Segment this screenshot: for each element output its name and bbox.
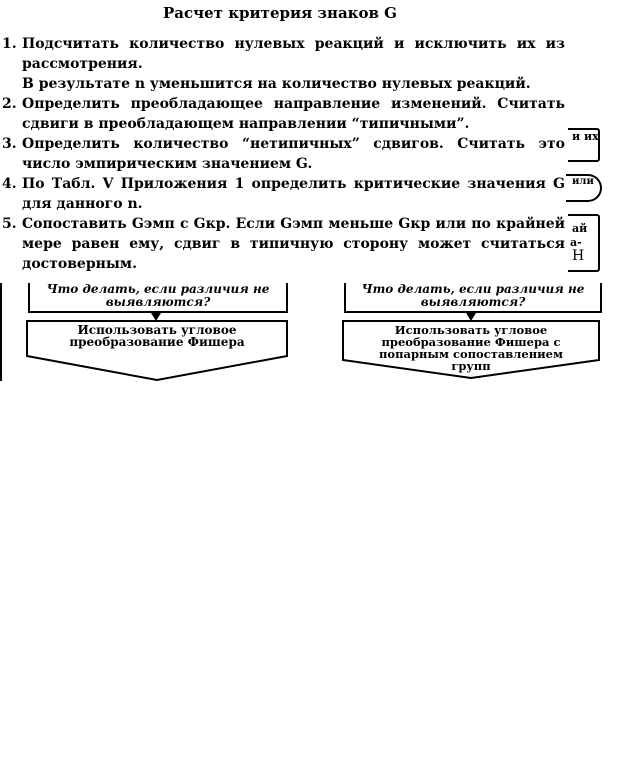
right-action-box (342, 320, 600, 380)
right-question-text: Что делать, если различия не выявляются? (361, 282, 585, 309)
step-3 (0, 134, 565, 174)
step-1 (0, 34, 565, 94)
step-5 (0, 214, 565, 274)
left-action-text: Использовать угловое преобразование Фишера (69, 323, 245, 349)
step-number: 1. (2, 36, 17, 52)
left-question-box (28, 283, 288, 313)
left-question-text: Что делать, если различия не выявляются? (46, 282, 270, 309)
left-action-box (26, 320, 288, 382)
step-number: 5. (2, 216, 17, 232)
step-number: 2. (2, 96, 17, 112)
step-4 (0, 174, 565, 214)
step-text: Подсчитать количество нулевых реакций и исключить их из рассмотрения. (22, 36, 565, 72)
step-number: 4. (2, 176, 17, 192)
step-text: Определить количество “нетипичных” сдвигов. Считать это число эмпирическим значением G. (22, 136, 565, 172)
edge-fragment: ай (572, 222, 588, 235)
left-edge-line (0, 283, 2, 381)
step-number: 3. (2, 136, 17, 152)
right-question-box (344, 283, 602, 313)
edge-fragment: а- (570, 236, 582, 249)
page-title: Расчет критерия знаков G (163, 4, 397, 22)
steps-list (0, 34, 565, 274)
step-continuation: В результате n уменьшится на количество нулевых реакций. (22, 76, 531, 92)
step-text: По Табл. V Приложения 1 определить критические значения G для данного n. (22, 176, 565, 212)
step-text: Определить преобладающее направление изменений. Считать сдвиги в преобладающем направлении “типичными”. (22, 96, 565, 132)
edge-fragment: и их (572, 130, 599, 143)
step-2 (0, 94, 565, 134)
step-text: Сопоставить Gэмп с Gкр. Если Gэмп меньше Gкр или по крайней мере равен ему, сдвиг в типичную сторону может считаться достоверным. (22, 216, 565, 272)
edge-fragment: или (572, 176, 594, 187)
right-action-text: Использовать угловое преобразование Фишера с попарным сопоставлением групп (379, 323, 563, 373)
edge-fragment: H (572, 248, 585, 264)
